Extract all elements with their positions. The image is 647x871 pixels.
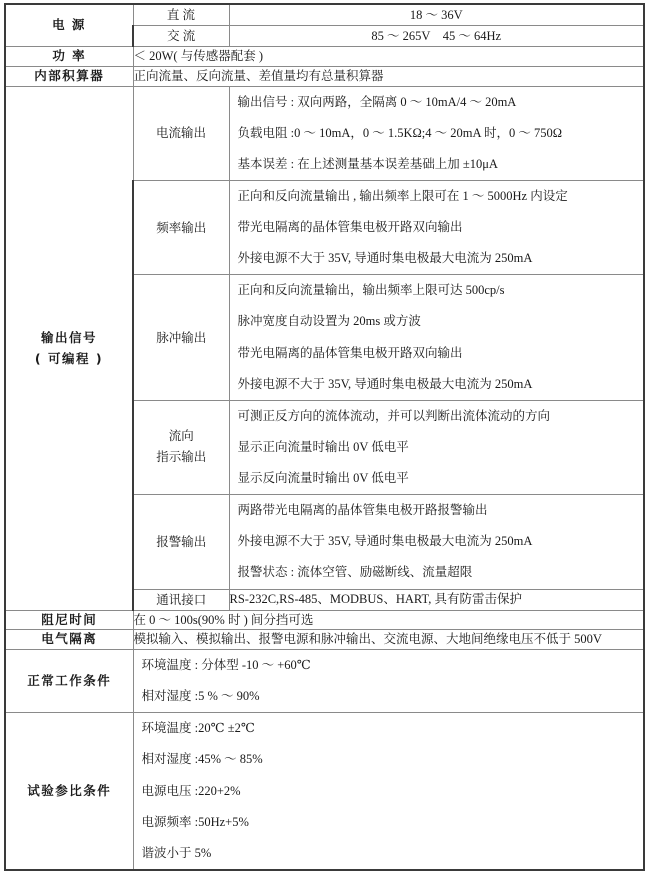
value-wattage: ＜ 20W( 与传感器配套 ) [133,47,644,67]
table-row-totalizer [5,66,644,86]
reference-conditions-line-3: 电源电压 :220+2% [141,783,241,798]
flow-direction-line-3: 显示反向流量时输出 0V 低电平 [237,471,409,485]
row-label-normal-conditions: 正常工作条件 [5,650,133,713]
reference-conditions-line-4: 电源频率 :50Hz+5% [141,814,249,829]
row-label-output-signal [5,86,133,610]
flow-direction-line-2: 显示正向流量时输出 0V 低电平 [237,439,409,454]
value-totalizer: 正向流量、反向流量、差值量均有总量积算器 [133,66,644,86]
value-electrical-isolation: 模拟输入、模拟输出、报警电源和脉冲输出、交流电源、大地间绝缘电压不低于 500V [133,630,644,650]
frequency-output-line-1: 正向和反向流量输出 , 输出频率上限可在 1 ～ 5000Hz 内设定 [237,188,568,203]
alarm-output-line-3: 报警状态 : 流体空管、励磁断线、流量超限 [237,565,473,580]
sublabel-frequency-output: 频率输出 [133,180,229,274]
flow-direction-label-line2: 指示输出 [156,450,207,465]
flow-direction-label-line1: 流向 [168,429,194,444]
reference-conditions-line-2: 相对湿度 :45% ～ 85% [141,752,263,767]
table-row-normal-conditions [5,650,644,713]
row-label-totalizer: 内部积算器 [5,66,133,86]
pulse-output-line-4: 外接电源不大于 35V, 导通时集电极最大电流为 250mA [237,376,533,391]
value-reference-conditions [133,713,644,870]
sublabel-alarm-output: 报警输出 [133,495,229,589]
value-dc: 18 ～ 36V [229,4,644,26]
normal-conditions-line-2: 相对湿度 :5 % ～ 90% [141,689,260,704]
pulse-output-line-1: 正向和反向流量输出，输出频率上限可达 500cp/s [237,283,505,298]
sublabel-comm-interface: 通讯接口 [133,589,229,610]
pulse-output-line-3: 带光电隔离的晶体管集电极开路双向输出 [237,345,463,360]
value-current-output [229,86,644,180]
table-row-electrical-isolation [5,630,644,650]
sublabel-current-output: 电流输出 [133,86,229,180]
value-flow-direction-output [229,400,644,494]
frequency-output-line-2: 带光电隔离的晶体管集电极开路双向输出 [237,220,463,234]
table-row-wattage [5,47,644,67]
sublabel-dc: 直 流 [133,4,229,26]
row-label-damping-time: 阻尼时间 [5,610,133,630]
current-output-line-2: 负载电阻 :0 ～ 10mA，0 ～ 1.5KΩ;4 ～ 20mA 时，0 ～ 750Ω [237,125,562,140]
normal-conditions-line-1: 环境温度 : 分体型 -10 ～ +60℃ [141,658,311,672]
value-pulse-output [229,275,644,401]
reference-conditions-line-1: 环境温度 :20℃ ±2℃ [141,721,255,736]
alarm-output-line-2: 外接电源不大于 35V, 导通时集电极最大电流为 250mA [237,534,533,549]
frequency-output-line-3: 外接电源不大于 35V, 导通时集电极最大电流为 250mA [237,251,533,266]
alarm-output-line-1: 两路带光电隔离的晶体管集电极开路报警输出 [237,503,488,518]
table-row-damping-time [5,610,644,630]
reference-conditions-line-5: 谐波小于 5% [141,845,212,860]
value-ac: 85 ～ 265V 45 ～ 64Hz [229,26,644,47]
current-output-line-3: 基本误差 : 在上述测量基本误差基础上加 ±10μA [237,156,498,171]
value-frequency-output [229,180,644,274]
flow-direction-line-1: 可测正反方向的流体流动，并可以判断出流体流动的方向 [237,408,551,423]
pulse-output-line-2: 脉冲宽度自动设置为 20ms 或方波 [237,314,421,329]
row-label-reference-conditions: 试验参比条件 [5,713,133,870]
value-alarm-output [229,495,644,589]
specification-table [4,3,645,871]
value-damping-time: 在 0 ～ 100s(90% 时 ) 间分挡可选 [133,610,644,630]
row-label-electrical-isolation: 电气隔离 [5,630,133,650]
sublabel-flow-direction-output [133,400,229,494]
output-signal-label-line1: 输出信号 [40,329,97,345]
sublabel-ac: 交 流 [133,26,229,47]
current-output-line-1: 输出信号 : 双向两路，全隔离 0 ～ 10mA/4 ～ 20mA [237,94,517,109]
table-row-power-dc [5,4,644,26]
sublabel-pulse-output: 脉冲输出 [133,275,229,401]
output-signal-label-line2: ( 可编程 ) [34,351,104,366]
row-label-power: 电 源 [5,4,133,47]
table-row-current-output [5,86,644,180]
value-comm-interface: RS-232C,RS-485、MODBUS、HART, 具有防雷击保护 [229,589,644,610]
row-label-wattage: 功 率 [5,47,133,67]
table-row-reference-conditions [5,713,644,870]
value-normal-conditions [133,650,644,713]
